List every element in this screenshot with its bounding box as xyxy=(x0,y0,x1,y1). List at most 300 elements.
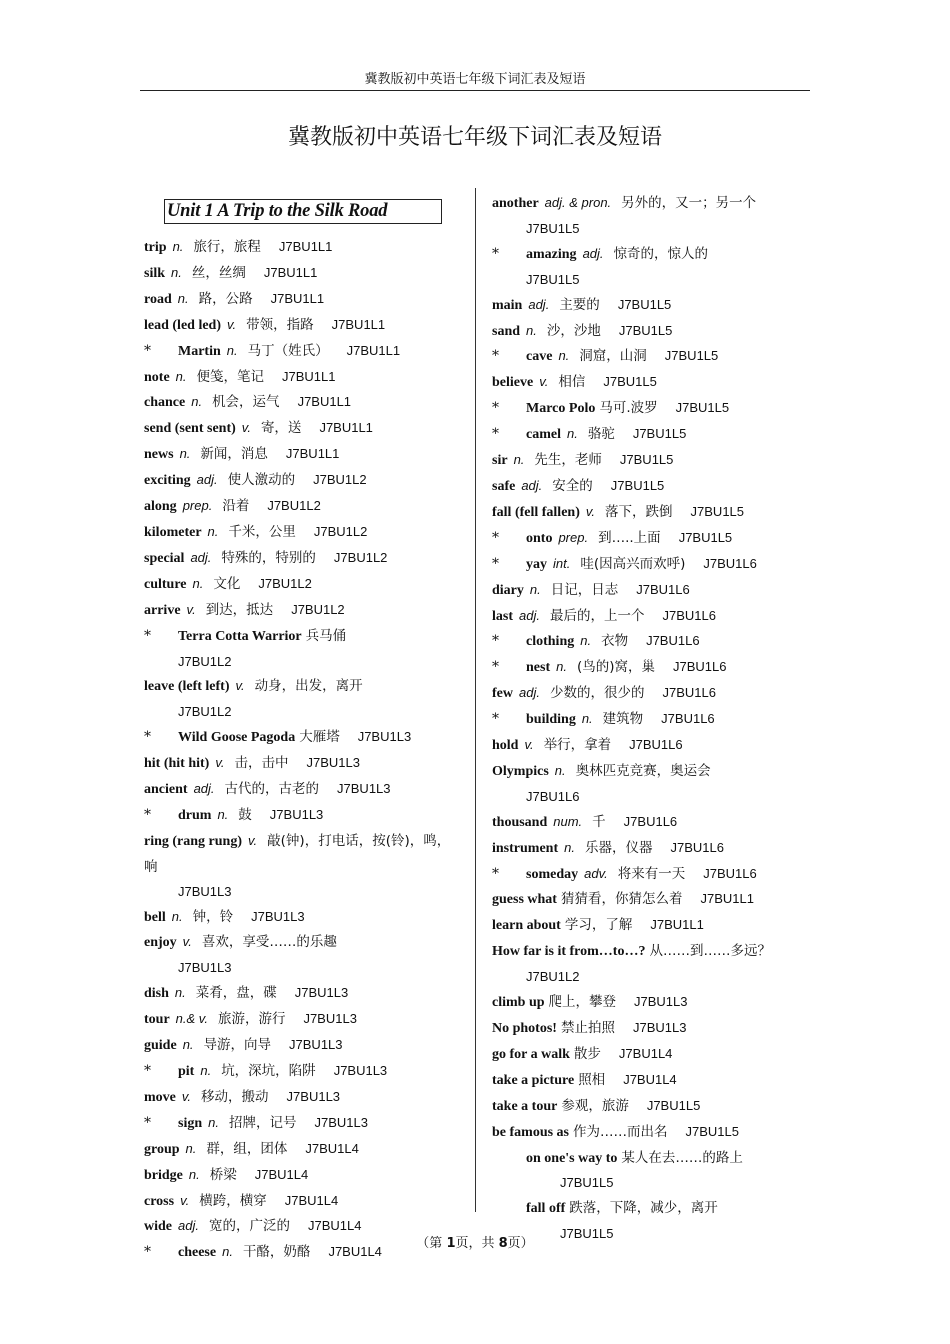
entry-word: Marco Polo xyxy=(526,401,596,417)
entry-code: J7BU1L2 xyxy=(526,969,580,985)
entry-code: J7BU1L5 xyxy=(619,452,674,468)
entry-part-of-speech: prep. xyxy=(182,498,213,514)
entry-meaning: 马丁（姓氏） xyxy=(247,342,329,359)
entry-star-marker: * xyxy=(492,348,499,365)
vocab-entry xyxy=(492,1042,810,1068)
entry-word: leave (left left) xyxy=(144,679,230,695)
entry-code: J7BU1L5 xyxy=(675,400,730,416)
entry-word: news xyxy=(144,447,174,463)
entry-part-of-speech: n. xyxy=(171,908,183,924)
entry-code: J7BU1L6 xyxy=(526,788,580,804)
entry-code: J7BU1L6 xyxy=(670,839,724,855)
vocab-entry xyxy=(492,990,810,1016)
vocab-entry xyxy=(492,707,810,733)
entry-word: safe xyxy=(492,478,516,494)
entry-code: J7BU1L3 xyxy=(178,960,232,976)
entry-word: onto xyxy=(526,530,553,546)
entry-code: J7BU1L3 xyxy=(178,883,232,899)
entry-word: bell xyxy=(144,909,166,925)
vocab-entry xyxy=(144,1163,462,1189)
entry-meaning: 特殊的，特别的 xyxy=(221,549,316,566)
entry-meaning: 群，组，团体 xyxy=(206,1140,288,1157)
entry-meaning: 路，公路 xyxy=(198,290,253,307)
entry-star-marker: * xyxy=(492,555,499,572)
entry-code: J7BU1L1 xyxy=(297,394,352,410)
entry-word: No photos! xyxy=(492,1021,557,1036)
entry-word: sir xyxy=(492,453,508,469)
entry-part-of-speech: v. xyxy=(215,755,225,771)
entry-word: kilometer xyxy=(144,524,202,540)
vocab-entry xyxy=(144,1111,462,1137)
vocab-entry xyxy=(144,494,462,520)
entry-part-of-speech: n. xyxy=(208,1114,219,1130)
entry-word: chance xyxy=(144,395,186,411)
vocab-entry xyxy=(492,500,810,526)
footer-page-number: 1 xyxy=(446,1236,456,1251)
entry-word: ancient xyxy=(144,782,188,798)
entry-star-marker: * xyxy=(492,865,499,882)
entry-word: pit xyxy=(178,1064,195,1079)
entry-word: cheese xyxy=(178,1245,217,1261)
entry-code: J7BU1L1 xyxy=(331,316,386,332)
entry-word: someday xyxy=(526,866,579,882)
vocab-entry xyxy=(144,1189,462,1215)
entry-part-of-speech: v. xyxy=(524,737,534,753)
entry-part-of-speech: n. xyxy=(526,322,537,338)
entry-word: Wild Goose Pagoda xyxy=(178,730,296,746)
footer-suffix: 页） xyxy=(507,1236,534,1251)
entry-code: J7BU1L5 xyxy=(646,1097,701,1113)
entry-part-of-speech: adj. xyxy=(196,472,218,488)
vocab-entry xyxy=(492,344,810,370)
entry-part-of-speech: adj. xyxy=(519,607,540,623)
vocab-entry xyxy=(144,235,462,261)
vocab-entry xyxy=(144,1085,462,1111)
vocab-entry xyxy=(492,370,810,396)
entry-code: J7BU1L3 xyxy=(303,1011,357,1027)
entry-word: take a picture xyxy=(492,1072,575,1088)
entry-code: J7BU1L6 xyxy=(673,659,727,675)
entry-code: J7BU1L3 xyxy=(289,1037,343,1053)
entry-code: J7BU1L3 xyxy=(314,1114,368,1130)
entry-meaning: 惊奇的，惊人的 xyxy=(613,245,709,262)
entry-meaning: 钟，铃 xyxy=(192,908,234,925)
entry-word: guess what xyxy=(492,892,557,908)
entry-word: learn about xyxy=(492,918,561,934)
entry-meaning: 旅行，旅程 xyxy=(193,239,261,255)
vocab-entry xyxy=(144,1033,462,1059)
entry-meaning: 落下，跌倒 xyxy=(605,503,673,520)
entry-part-of-speech: v. xyxy=(585,503,596,519)
entry-code: J7BU1L4 xyxy=(307,1218,362,1234)
entry-code: J7BU1L2 xyxy=(267,498,321,514)
entry-meaning: 动身，出发，离开 xyxy=(254,678,363,695)
entry-code: J7BU1L5 xyxy=(632,426,687,442)
entry-meaning: 安全的 xyxy=(552,477,593,494)
vocab-entry xyxy=(144,261,462,287)
entry-meaning: 寄，送 xyxy=(260,420,302,437)
entry-meaning: 最后的，上一个 xyxy=(549,607,645,624)
entry-part-of-speech: v. xyxy=(539,374,549,390)
entry-code: J7BU1L6 xyxy=(662,607,716,623)
entry-code: J7BU1L4 xyxy=(254,1166,309,1182)
entry-code: J7BU1L5 xyxy=(526,220,580,236)
entry-word: note xyxy=(144,369,170,385)
entry-meaning: 击，击中 xyxy=(234,755,289,772)
entry-star-marker: * xyxy=(492,633,499,650)
entry-code: J7BU1L5 xyxy=(610,477,665,493)
entry-meaning: 兵马俑 xyxy=(305,627,347,644)
entry-part-of-speech: n. xyxy=(529,581,541,597)
vocab-entry xyxy=(492,887,810,913)
entry-word: arrive xyxy=(144,602,181,618)
entry-part-of-speech: n. xyxy=(566,426,578,442)
entry-meaning: 沿着 xyxy=(222,498,250,515)
entry-code: J7BU1L4 xyxy=(284,1192,339,1208)
entry-code: J7BU1L4 xyxy=(328,1244,382,1260)
entry-star-marker: * xyxy=(144,1063,151,1079)
entry-part-of-speech: num. xyxy=(553,813,583,829)
entry-word: diary xyxy=(492,582,524,598)
entry-meaning: 参观，旅游 xyxy=(561,1097,629,1114)
entry-star-marker: * xyxy=(492,659,499,676)
running-header: 冀教版初中英语七年级下词汇表及短语 xyxy=(140,72,810,91)
entry-code: J7BU1L3 xyxy=(251,908,305,924)
vocab-entry xyxy=(492,396,810,422)
entry-code: J7BU1L1 xyxy=(319,420,373,436)
entry-meaning: 另外的，又一；另一个 xyxy=(621,195,757,211)
entry-meaning: 从……到……多远？ xyxy=(649,943,771,960)
vocab-entry xyxy=(144,546,462,572)
vocab-entry xyxy=(492,810,810,836)
entry-code: J7BU1L4 xyxy=(305,1140,359,1156)
vocab-entry xyxy=(492,733,810,759)
entry-code: J7BU1L3 xyxy=(337,781,391,797)
entry-part-of-speech: v. xyxy=(180,1192,190,1208)
entry-code: J7BU1L3 xyxy=(306,755,360,771)
entry-word: cross xyxy=(144,1193,175,1209)
entry-meaning: 菜肴，盘，碟 xyxy=(195,985,277,1002)
entry-word: special xyxy=(144,550,185,566)
entry-meaning: 便笺，笔记 xyxy=(196,368,265,385)
entry-code: J7BU1L5 xyxy=(526,271,580,287)
entry-meaning: 建筑物 xyxy=(602,711,644,728)
entry-part-of-speech: adj. xyxy=(519,685,540,701)
entry-word: ring (rang rung) xyxy=(144,833,242,849)
entry-star-marker: * xyxy=(144,1114,151,1131)
entry-meaning: 散步 xyxy=(573,1045,601,1062)
entry-code: J7BU1L5 xyxy=(560,1226,614,1242)
entry-meaning: 千米，公里 xyxy=(228,523,296,540)
entry-code: J7BU1L5 xyxy=(618,322,673,338)
vocab-entry xyxy=(492,319,810,345)
entry-star-marker: * xyxy=(492,400,499,417)
entry-code: J7BU1L5 xyxy=(603,374,657,390)
entry-meaning: 千 xyxy=(592,813,606,830)
entry-word: thousand xyxy=(492,814,548,830)
left-column xyxy=(144,191,462,1266)
entry-word: amazing xyxy=(526,246,577,262)
entry-word: How far is it from…to…? xyxy=(492,944,646,960)
entry-part-of-speech: adj. & pron. xyxy=(544,195,612,210)
right-column xyxy=(492,191,810,1247)
entry-code: J7BU1L5 xyxy=(560,1175,614,1191)
entry-word: on one's way to xyxy=(526,1150,618,1166)
vocab-entry xyxy=(492,655,810,681)
entry-part-of-speech: n. xyxy=(564,839,575,855)
entry-meaning: 桥梁 xyxy=(209,1166,237,1183)
entry-meaning: 作为……而出名 xyxy=(573,1123,668,1140)
entry-part-of-speech: n. xyxy=(558,348,570,364)
entry-word: another xyxy=(492,196,539,211)
entry-code: J7BU1L5 xyxy=(678,529,733,545)
entry-part-of-speech: v. xyxy=(248,832,258,848)
entry-part-of-speech: n. xyxy=(185,1140,197,1156)
entry-meaning: 将来有一天 xyxy=(617,865,686,882)
footer-total-pages: 8 xyxy=(498,1236,508,1251)
vocab-entry xyxy=(144,572,462,598)
entry-meaning: 主要的 xyxy=(559,296,600,313)
entry-code: J7BU1L3 xyxy=(294,985,349,1001)
entry-meaning: 丝，丝绸 xyxy=(191,264,246,281)
vocab-entry xyxy=(492,759,810,810)
entry-word: take a tour xyxy=(492,1098,558,1114)
entry-word: exciting xyxy=(144,473,191,489)
entry-meaning: 哇(因高兴而欢呼) xyxy=(580,555,686,572)
vocab-entry xyxy=(492,1146,810,1197)
vocab-entry xyxy=(144,1007,462,1033)
vocab-list-right xyxy=(492,191,810,1247)
entry-code: J7BU1L2 xyxy=(178,653,232,669)
vocab-entry xyxy=(144,1137,462,1163)
entry-code: J7BU1L1 xyxy=(270,290,325,306)
entry-meaning: 古代的，古老的 xyxy=(224,781,320,798)
entry-word: guide xyxy=(144,1038,177,1054)
entry-word: fall (fell fallen) xyxy=(492,504,580,520)
entry-part-of-speech: n. xyxy=(174,985,186,1001)
unit-title: Unit 1 A Trip to the Silk Road xyxy=(164,199,442,224)
entry-meaning: 导游，向导 xyxy=(203,1037,272,1054)
entry-meaning: 到…..上面 xyxy=(598,529,661,546)
vocab-entry xyxy=(492,681,810,707)
entry-word: dish xyxy=(144,986,169,1002)
entry-meaning: 马可.波罗 xyxy=(599,400,658,417)
vocab-entry xyxy=(492,448,810,474)
entry-code: J7BU1L5 xyxy=(690,503,745,519)
entry-word: main xyxy=(492,297,523,313)
vocab-entry xyxy=(144,930,462,981)
vocab-entry xyxy=(144,416,462,442)
entry-word: along xyxy=(144,499,177,515)
entry-part-of-speech: int. xyxy=(553,555,571,571)
vocab-entry xyxy=(492,1016,810,1042)
vocab-entry xyxy=(144,468,462,494)
entry-meaning: 大雁塔 xyxy=(299,729,340,746)
vocab-entry xyxy=(492,836,810,862)
entry-word: hit (hit hit) xyxy=(144,756,210,772)
entry-code: J7BU1L2 xyxy=(313,523,368,539)
entry-word: tour xyxy=(144,1012,170,1028)
entry-word: instrument xyxy=(492,840,559,856)
vocab-entry xyxy=(492,242,810,293)
entry-star-marker: * xyxy=(492,711,499,728)
entry-meaning: 举行，拿着 xyxy=(543,737,612,754)
entry-meaning: 学习，了解 xyxy=(564,917,633,934)
entry-word: Olympics xyxy=(492,763,549,779)
entry-code: J7BU1L6 xyxy=(636,581,690,597)
entry-meaning: 沙，沙地 xyxy=(546,322,601,339)
entry-code: J7BU1L3 xyxy=(286,1088,341,1104)
vocab-entry xyxy=(144,777,462,803)
entry-meaning: 鼓 xyxy=(238,806,252,823)
entry-meaning: 敲(钟)，打电话，按(铃)，鸣，响 xyxy=(144,832,451,875)
entry-word: nest xyxy=(526,660,551,676)
entry-part-of-speech: n. xyxy=(200,1063,212,1078)
entry-meaning: 相信 xyxy=(558,374,586,391)
entry-part-of-speech: n.& v. xyxy=(175,1011,208,1027)
entry-part-of-speech: n. xyxy=(182,1037,194,1053)
entry-word: last xyxy=(492,608,513,624)
entry-star-marker: * xyxy=(144,1244,151,1261)
vocab-entry xyxy=(144,442,462,468)
entry-meaning: (鸟的)窝，巢 xyxy=(576,659,656,676)
entry-meaning: 照相 xyxy=(578,1071,606,1088)
entry-part-of-speech: n. xyxy=(217,806,229,822)
entry-code: J7BU1L3 xyxy=(333,1063,388,1078)
entry-word: road xyxy=(144,291,172,307)
vocab-entry xyxy=(492,526,810,552)
entry-part-of-speech: n. xyxy=(226,342,238,358)
vocab-entry xyxy=(144,287,462,313)
entry-meaning: 宽的，广泛的 xyxy=(208,1218,290,1235)
entry-word: wide xyxy=(144,1219,172,1235)
entry-part-of-speech: adj. xyxy=(193,781,215,797)
vocab-entry xyxy=(492,552,810,578)
entry-part-of-speech: n. xyxy=(172,239,184,254)
entry-meaning: 洞窟，山洞 xyxy=(579,348,647,365)
entry-part-of-speech: v. xyxy=(227,316,237,332)
entry-code: J7BU1L3 xyxy=(269,806,324,822)
vocab-entry xyxy=(144,390,462,416)
entry-code: J7BU1L2 xyxy=(333,549,388,565)
entry-part-of-speech: n. xyxy=(580,633,592,649)
entry-star-marker: * xyxy=(144,342,151,359)
entry-word: few xyxy=(492,686,513,702)
entry-word: building xyxy=(526,712,576,728)
entry-part-of-speech: n. xyxy=(554,762,566,778)
entry-word: culture xyxy=(144,576,187,592)
entry-part-of-speech: n. xyxy=(171,264,182,280)
entry-part-of-speech: adj. xyxy=(178,1218,199,1234)
entry-word: cave xyxy=(526,349,553,365)
vocab-entry xyxy=(492,191,810,242)
entry-code: J7BU1L2 xyxy=(313,472,367,488)
vocab-entry xyxy=(492,293,810,319)
vocab-entry xyxy=(144,365,462,391)
column-divider xyxy=(475,188,476,1212)
vocab-entry xyxy=(492,1094,810,1120)
entry-code: J7BU1L3 xyxy=(634,994,688,1010)
entry-part-of-speech: n. xyxy=(581,711,593,727)
entry-part-of-speech: v. xyxy=(182,934,192,950)
vocab-entry xyxy=(492,604,810,630)
page-title: 冀教版初中英语七年级下词汇表及短语 xyxy=(287,125,662,150)
entry-code: J7BU1L3 xyxy=(357,729,412,745)
entry-code: J7BU1L6 xyxy=(661,711,715,727)
entry-code: J7BU1L6 xyxy=(629,737,683,753)
entry-meaning: 坑，深坑，陷阱 xyxy=(221,1063,316,1079)
entry-part-of-speech: n. xyxy=(191,394,203,410)
entry-part-of-speech: n. xyxy=(513,452,525,468)
vocab-entry xyxy=(144,674,462,725)
entry-word: clothing xyxy=(526,634,575,650)
vocab-entry xyxy=(492,939,810,990)
entry-code: J7BU1L6 xyxy=(703,865,757,881)
entry-meaning: 某人在去……的路上 xyxy=(621,1149,743,1166)
entry-meaning: 横跨，横穿 xyxy=(199,1192,267,1209)
entry-part-of-speech: v. xyxy=(186,601,196,617)
vocab-entry xyxy=(492,629,810,655)
vocab-entry xyxy=(492,913,810,939)
vocab-entry xyxy=(144,339,462,365)
entry-code: J7BU1L3 xyxy=(632,1020,687,1035)
entry-star-marker: * xyxy=(144,806,151,823)
entry-code: J7BU1L6 xyxy=(703,555,757,571)
vocab-entry xyxy=(144,598,462,624)
entry-meaning: 旅游，游行 xyxy=(217,1011,286,1028)
entry-meaning: 干酪，奶酪 xyxy=(242,1244,311,1261)
entry-code: J7BU1L5 xyxy=(664,348,719,364)
entry-part-of-speech: adj. xyxy=(190,549,212,565)
entry-meaning: 衣物 xyxy=(601,633,629,650)
entry-meaning: 爬上，攀登 xyxy=(548,994,617,1011)
entry-star-marker: * xyxy=(144,729,151,746)
entry-star-marker: * xyxy=(492,245,499,262)
entry-code: J7BU1L1 xyxy=(346,342,401,358)
entry-star-marker: * xyxy=(492,426,499,443)
vocab-entry xyxy=(144,803,462,829)
entry-word: group xyxy=(144,1141,180,1157)
entry-meaning: 机会，运气 xyxy=(212,394,280,411)
entry-part-of-speech: v. xyxy=(181,1088,192,1104)
entry-code: J7BU1L1 xyxy=(282,368,336,384)
entry-meaning: 招牌，记号 xyxy=(228,1114,297,1131)
vocab-entry xyxy=(144,520,462,546)
entry-code: J7BU1L1 xyxy=(700,891,754,907)
entry-code: J7BU1L4 xyxy=(623,1071,677,1087)
entry-word: go for a walk xyxy=(492,1046,570,1062)
entry-word: send (sent sent) xyxy=(144,421,236,437)
vocab-list-left xyxy=(144,235,462,1266)
entry-part-of-speech: n. xyxy=(556,659,567,675)
entry-code: J7BU1L2 xyxy=(291,601,345,617)
footer-prefix: （第 xyxy=(416,1236,447,1251)
entry-part-of-speech: adj. xyxy=(582,245,604,261)
entry-part-of-speech: n. xyxy=(207,523,219,539)
entry-meaning: 猜猜看，你猜怎么着 xyxy=(560,891,683,908)
entry-meaning: 跌落，下降，减少，离开 xyxy=(569,1200,718,1217)
entry-part-of-speech: v. xyxy=(235,678,245,694)
vocab-entry xyxy=(492,1120,810,1146)
entry-word: climb up xyxy=(492,995,545,1011)
entry-part-of-speech: n. xyxy=(179,446,191,462)
entry-word: move xyxy=(144,1089,176,1105)
entry-word: hold xyxy=(492,738,519,754)
entry-part-of-speech: n. xyxy=(222,1244,233,1260)
vocab-entry xyxy=(144,725,462,751)
entry-part-of-speech: n. xyxy=(188,1166,200,1182)
entry-word: drum xyxy=(178,807,212,823)
